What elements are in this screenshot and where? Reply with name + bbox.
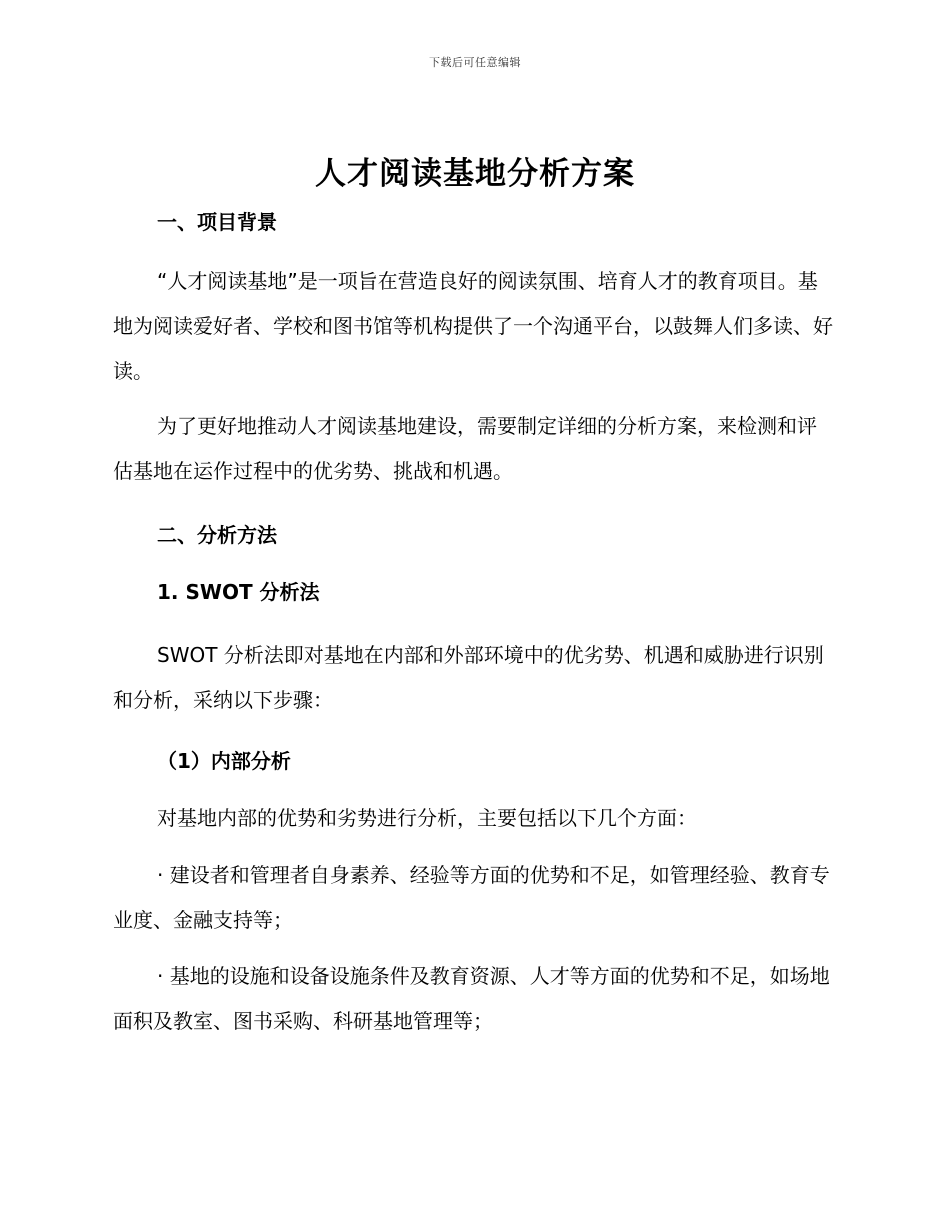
bullet-item-facilities: · 基地的设施和设备设施条件及教育资源、人才等方面的优势和不足，如场地面积及教室、图书采购、科研基地管理等； — [113, 964, 830, 1033]
document-body — [113, 207, 833, 1044]
header-note: 下载后可任意编辑 — [429, 56, 521, 69]
subsection-heading-internal-analysis: （1）内部分析 — [157, 749, 291, 773]
section-heading-background: 一、项目背景 — [157, 210, 277, 234]
document-title: 人才阅读基地分析方案 — [315, 156, 635, 192]
paragraph-swot-description: SWOT 分析法即对基地在内部和外部环境中的优劣势、机遇和威胁进行识别和分析，采纳以下步骤： — [113, 643, 824, 712]
paragraph-internal-intro: 对基地内部的优势和劣势进行分析，主要包括以下几个方面： — [157, 806, 697, 830]
paragraph-background-intro: “人才阅读基地”是一项旨在营造良好的阅读氛围、培育人才的教育项目。基地为阅读爱好者、学校和图书馆等机构提供了一个沟通平台，以鼓舞人们多读、好读。 — [113, 269, 833, 383]
paragraph-background-purpose: 为了更好地推动人才阅读基地建设，需要制定详细的分析方案，来检测和评估基地在运作过程中的优劣势、挑战和机遇。 — [113, 414, 817, 483]
bullet-item-builders: · 建设者和管理者自身素养、经验等方面的优势和不足，如管理经验、教育专业度、金融支持等； — [113, 863, 830, 932]
subsection-heading-swot: 1. SWOT 分析法 — [157, 580, 320, 604]
section-heading-methods: 二、分析方法 — [157, 523, 277, 547]
